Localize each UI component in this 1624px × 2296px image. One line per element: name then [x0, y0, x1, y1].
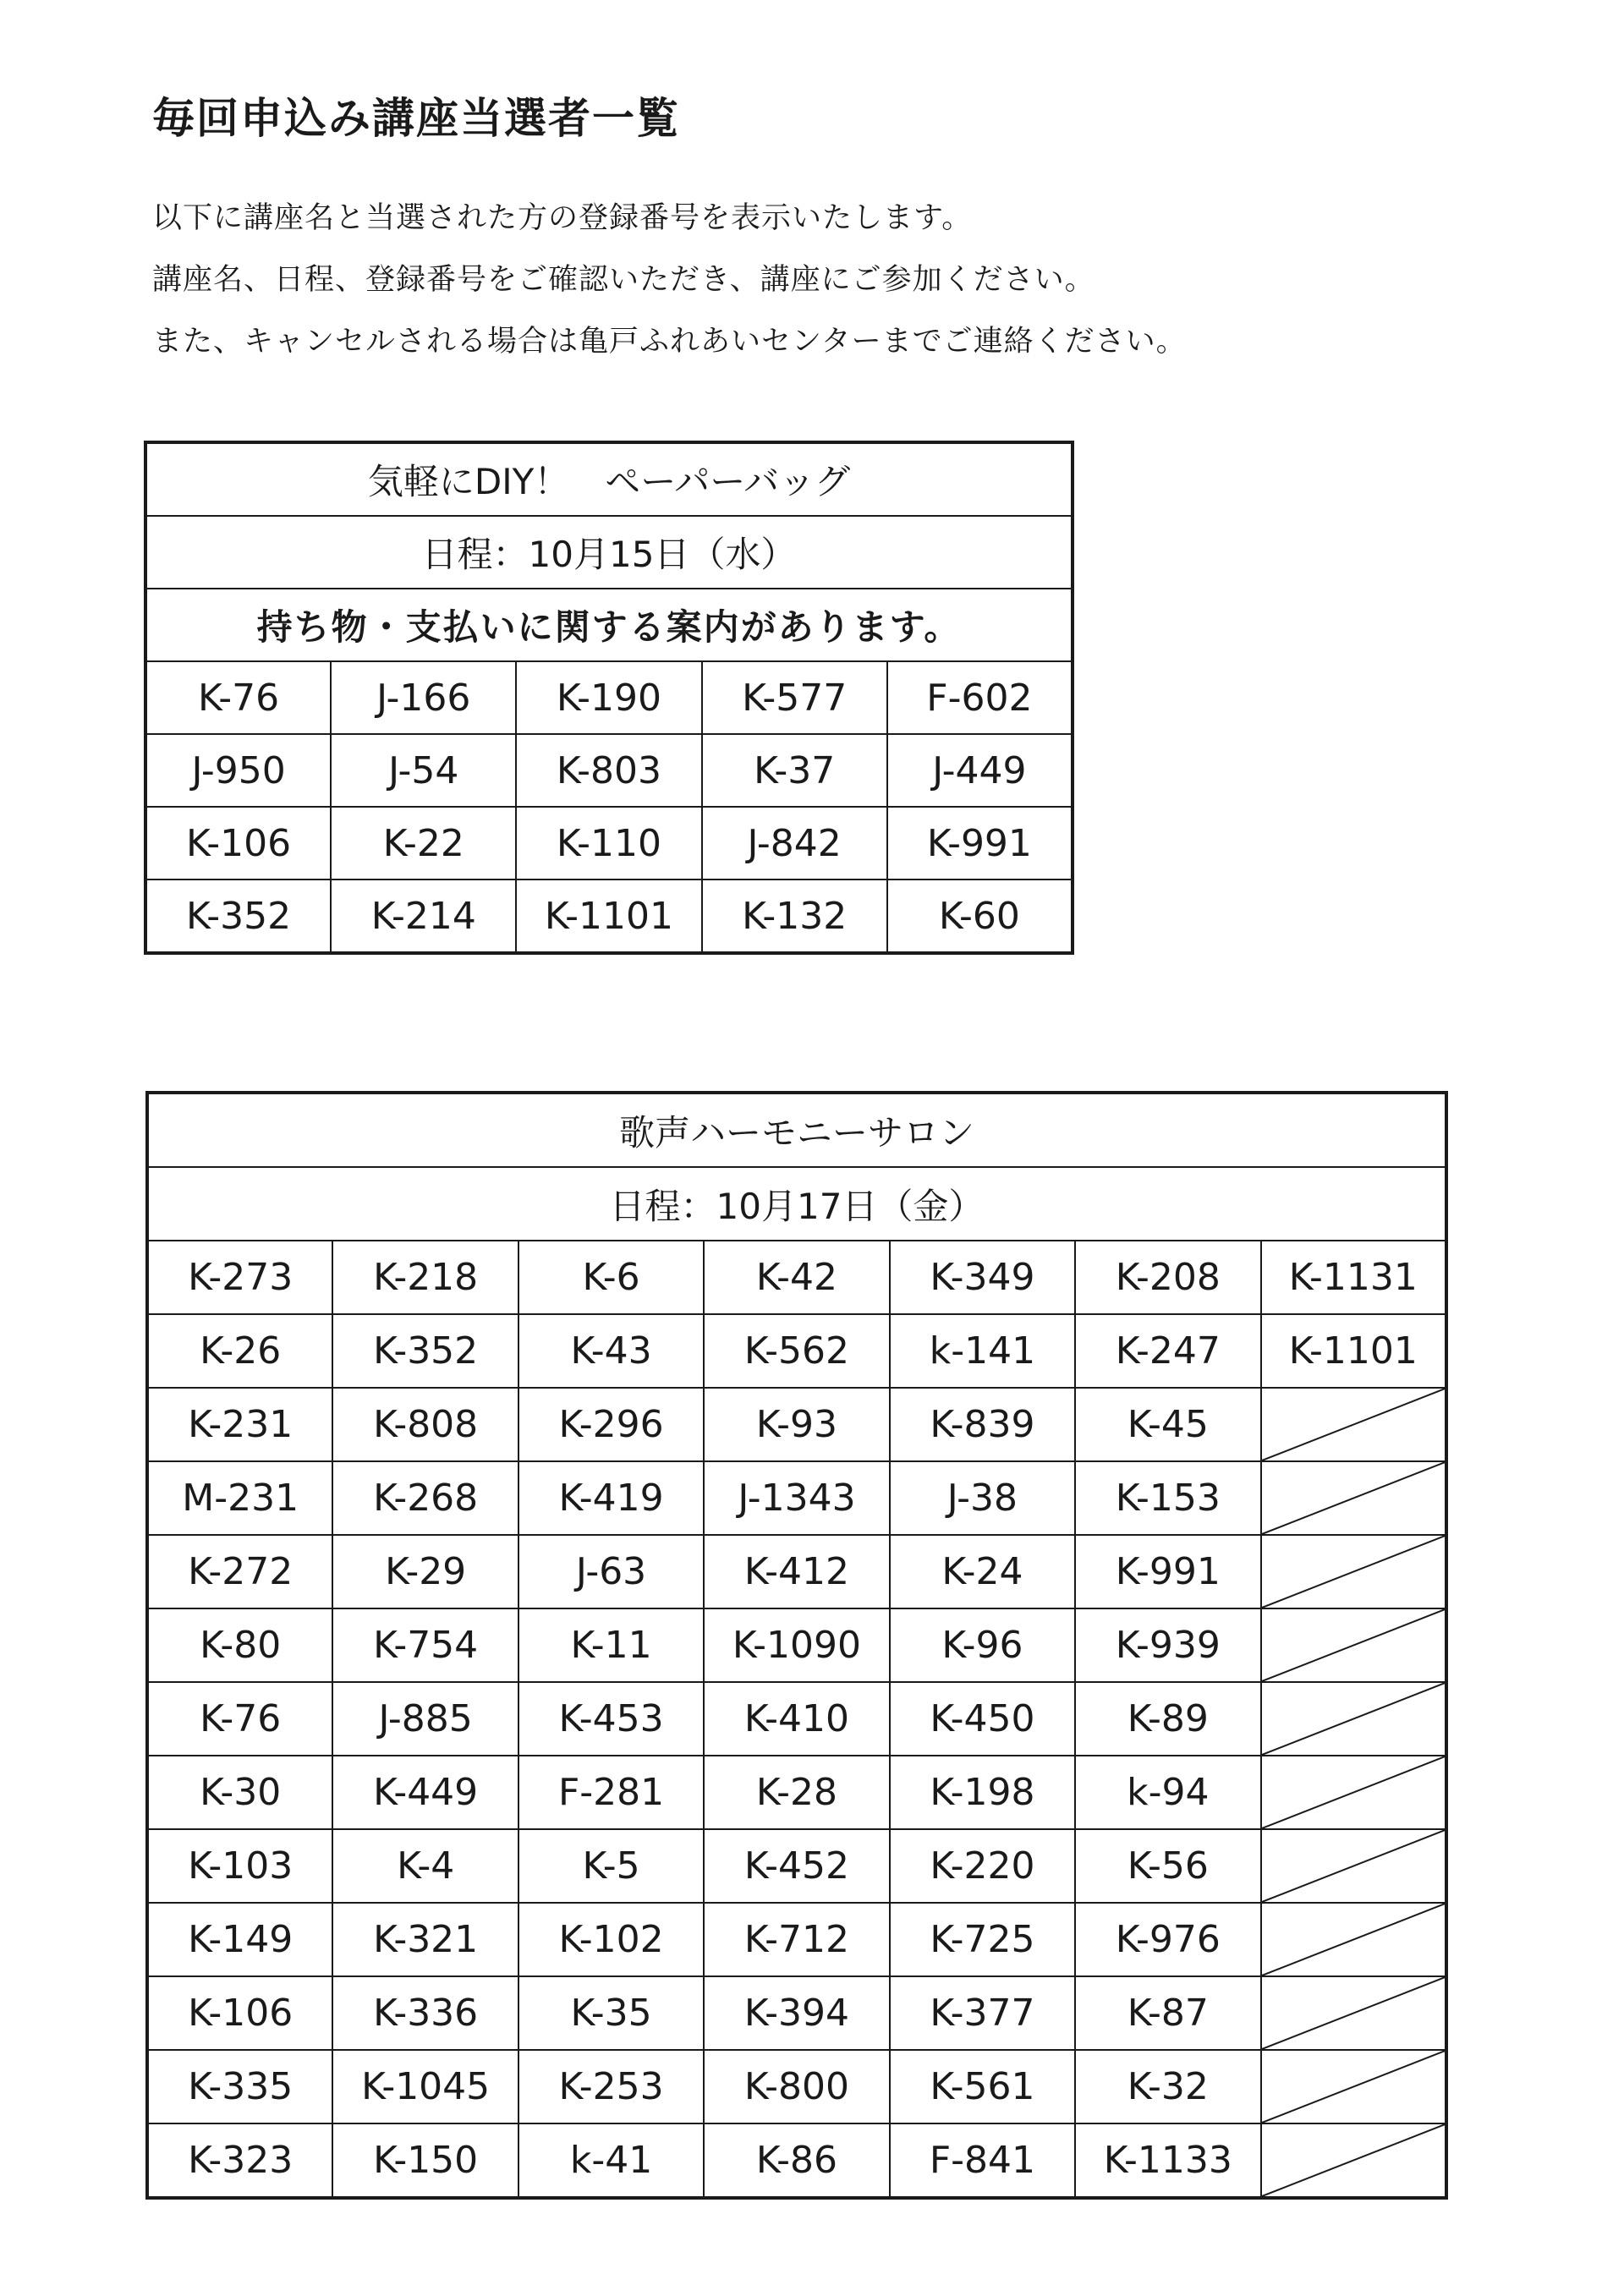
intro-text: [152, 188, 1187, 373]
diagonal-strike: [1262, 2124, 1445, 2196]
registration-number: K-231: [147, 1388, 332, 1461]
registration-number: k-41: [518, 2123, 704, 2198]
registration-number: K-32: [1075, 2050, 1260, 2123]
registration-number: K-150: [332, 2123, 518, 2198]
empty-cell: [1261, 2050, 1446, 2123]
registration-number: K-839: [890, 1388, 1075, 1461]
course-table-singing: [145, 1091, 1448, 2200]
registration-number: K-110: [516, 807, 701, 879]
empty-cell: [1261, 1535, 1446, 1608]
registration-number: M-231: [147, 1461, 332, 1535]
registration-number: K-45: [1075, 1388, 1260, 1461]
registration-number: K-352: [145, 879, 331, 953]
registration-number: K-991: [887, 807, 1073, 879]
diagonal-strike: [1262, 1462, 1445, 1534]
registration-number: K-268: [332, 1461, 518, 1535]
registration-number: K-86: [704, 2123, 889, 2198]
table-row: [145, 807, 1073, 879]
course-table-diy: [144, 441, 1074, 955]
registration-number: K-4: [332, 1829, 518, 1903]
registration-number: K-377: [890, 1976, 1075, 2050]
course-schedule: 日程：10月17日（金）: [147, 1167, 1446, 1241]
registration-number: K-153: [1075, 1461, 1260, 1535]
registration-number: K-6: [518, 1241, 704, 1314]
registration-number: k-94: [1075, 1756, 1260, 1829]
table-row: [145, 661, 1073, 734]
empty-cell: [1261, 1756, 1446, 1829]
table-row: [147, 1608, 1446, 1682]
registration-number: K-296: [518, 1388, 704, 1461]
registration-number: K-800: [704, 2050, 889, 2123]
registration-number: K-712: [704, 1903, 889, 1976]
registration-number: K-336: [332, 1976, 518, 2050]
course-notice: 持ち物・支払いに関する案内があります。: [145, 589, 1073, 661]
registration-number: K-562: [704, 1314, 889, 1388]
empty-cell: [1261, 1608, 1446, 1682]
registration-number: K-93: [704, 1388, 889, 1461]
diagonal-strike: [1262, 1536, 1445, 1608]
registration-number: K-198: [890, 1756, 1075, 1829]
registration-number: K-335: [147, 2050, 332, 2123]
registration-number: K-190: [516, 661, 701, 734]
registration-number: K-42: [704, 1241, 889, 1314]
registration-number: J-950: [145, 734, 331, 807]
empty-cell: [1261, 1388, 1446, 1461]
registration-number: J-166: [331, 661, 516, 734]
registration-number: k-141: [890, 1314, 1075, 1388]
table-row: [147, 1829, 1446, 1903]
table-row: [147, 1756, 1446, 1829]
registration-number: K-991: [1075, 1535, 1260, 1608]
registration-number: K-30: [147, 1756, 332, 1829]
registration-number: K-220: [890, 1829, 1075, 1903]
registration-number: K-939: [1075, 1608, 1260, 1682]
registration-number: K-412: [704, 1535, 889, 1608]
registration-number: K-89: [1075, 1682, 1260, 1756]
registration-number: K-43: [518, 1314, 704, 1388]
registration-number: K-1101: [516, 879, 701, 953]
empty-cell: [1261, 1682, 1446, 1756]
registration-number: K-60: [887, 879, 1073, 953]
registration-number: K-452: [704, 1829, 889, 1903]
registration-number: K-754: [332, 1608, 518, 1682]
registration-number: K-253: [518, 2050, 704, 2123]
table-row: [147, 1314, 1446, 1388]
registration-number: J-842: [702, 807, 887, 879]
registration-number: J-54: [331, 734, 516, 807]
registration-number: K-37: [702, 734, 887, 807]
empty-cell: [1261, 1461, 1446, 1535]
registration-number: K-1045: [332, 2050, 518, 2123]
registration-number: K-449: [332, 1756, 518, 1829]
registration-number: K-218: [332, 1241, 518, 1314]
registration-number: K-76: [145, 661, 331, 734]
empty-cell: [1261, 2123, 1446, 2198]
registration-number: J-885: [332, 1682, 518, 1756]
registration-number: K-149: [147, 1903, 332, 1976]
registration-number: K-106: [145, 807, 331, 879]
table-row: [147, 1903, 1446, 1976]
registration-number: K-106: [147, 1976, 332, 2050]
registration-number: K-35: [518, 1976, 704, 2050]
course-name: 歌声ハーモニーサロン: [147, 1093, 1446, 1167]
registration-number: F-841: [890, 2123, 1075, 2198]
registration-number: K-1133: [1075, 2123, 1260, 2198]
registration-number: K-450: [890, 1682, 1075, 1756]
diagonal-strike: [1262, 1609, 1445, 1681]
diagonal-strike: [1262, 1756, 1445, 1828]
diagonal-strike: [1262, 1977, 1445, 2049]
registration-number: K-5: [518, 1829, 704, 1903]
intro-line: 講座名、日程、登録番号をご確認いただき、講座にご参加ください。: [152, 263, 1095, 297]
registration-number: K-577: [702, 661, 887, 734]
table-row: [147, 1682, 1446, 1756]
registration-number: K-247: [1075, 1314, 1260, 1388]
registration-number: K-561: [890, 2050, 1075, 2123]
registration-number: K-76: [147, 1682, 332, 1756]
registration-number: K-87: [1075, 1976, 1260, 2050]
registration-number: K-725: [890, 1903, 1075, 1976]
registration-number: K-22: [331, 807, 516, 879]
registration-number: K-24: [890, 1535, 1075, 1608]
registration-number: J-38: [890, 1461, 1075, 1535]
intro-line: 以下に講座名と当選された方の登録番号を表示いたします。: [152, 201, 973, 235]
diagonal-strike: [1262, 1830, 1445, 1902]
table-row: [147, 1388, 1446, 1461]
intro-line: また、キャンセルされる場合は亀戸ふれあいセンターまでご連絡ください。: [152, 325, 1187, 359]
registration-number: K-453: [518, 1682, 704, 1756]
registration-number: J-63: [518, 1535, 704, 1608]
registration-number: K-321: [332, 1903, 518, 1976]
table-row: [147, 1976, 1446, 2050]
diagonal-strike: [1262, 2051, 1445, 2123]
registration-number: K-394: [704, 1976, 889, 2050]
registration-number: K-56: [1075, 1829, 1260, 1903]
registration-number: K-803: [516, 734, 701, 807]
registration-number: K-1131: [1261, 1241, 1446, 1314]
empty-cell: [1261, 1829, 1446, 1903]
empty-cell: [1261, 1903, 1446, 1976]
registration-number: J-449: [887, 734, 1073, 807]
registration-number: K-410: [704, 1682, 889, 1756]
table-row: [147, 2123, 1446, 2198]
registration-number: K-29: [332, 1535, 518, 1608]
registration-number: K-352: [332, 1314, 518, 1388]
table-row: [145, 734, 1073, 807]
registration-number: K-132: [702, 879, 887, 953]
table-row: [147, 1461, 1446, 1535]
course-schedule: 日程：10月15日（水）: [145, 516, 1073, 589]
registration-number: K-808: [332, 1388, 518, 1461]
registration-number: K-419: [518, 1461, 704, 1535]
registration-number: K-96: [890, 1608, 1075, 1682]
registration-number: K-11: [518, 1608, 704, 1682]
registration-number: K-1101: [1261, 1314, 1446, 1388]
diagonal-strike: [1262, 1904, 1445, 1975]
registration-number: K-976: [1075, 1903, 1260, 1976]
page-title: 毎回申込み講座当選者一覧: [152, 94, 680, 143]
registration-number: K-1090: [704, 1608, 889, 1682]
diagonal-strike: [1262, 1683, 1445, 1755]
registration-number: K-102: [518, 1903, 704, 1976]
registration-number: K-103: [147, 1829, 332, 1903]
table-row: [147, 1535, 1446, 1608]
registration-number: K-272: [147, 1535, 332, 1608]
registration-number: K-28: [704, 1756, 889, 1829]
course-name: 気軽にDIY！ ペーパーバッグ: [145, 442, 1073, 516]
registration-number: K-323: [147, 2123, 332, 2198]
registration-number: F-602: [887, 661, 1073, 734]
registration-number: K-273: [147, 1241, 332, 1314]
diagonal-strike: [1262, 1389, 1445, 1460]
empty-cell: [1261, 1976, 1446, 2050]
registration-number: K-80: [147, 1608, 332, 1682]
registration-number: K-214: [331, 879, 516, 953]
registration-number: J-1343: [704, 1461, 889, 1535]
registration-number: K-349: [890, 1241, 1075, 1314]
table-row: [145, 879, 1073, 953]
registration-number: K-26: [147, 1314, 332, 1388]
registration-number: F-281: [518, 1756, 704, 1829]
table-row: [147, 1241, 1446, 1314]
table-row: [147, 2050, 1446, 2123]
registration-number: K-208: [1075, 1241, 1260, 1314]
